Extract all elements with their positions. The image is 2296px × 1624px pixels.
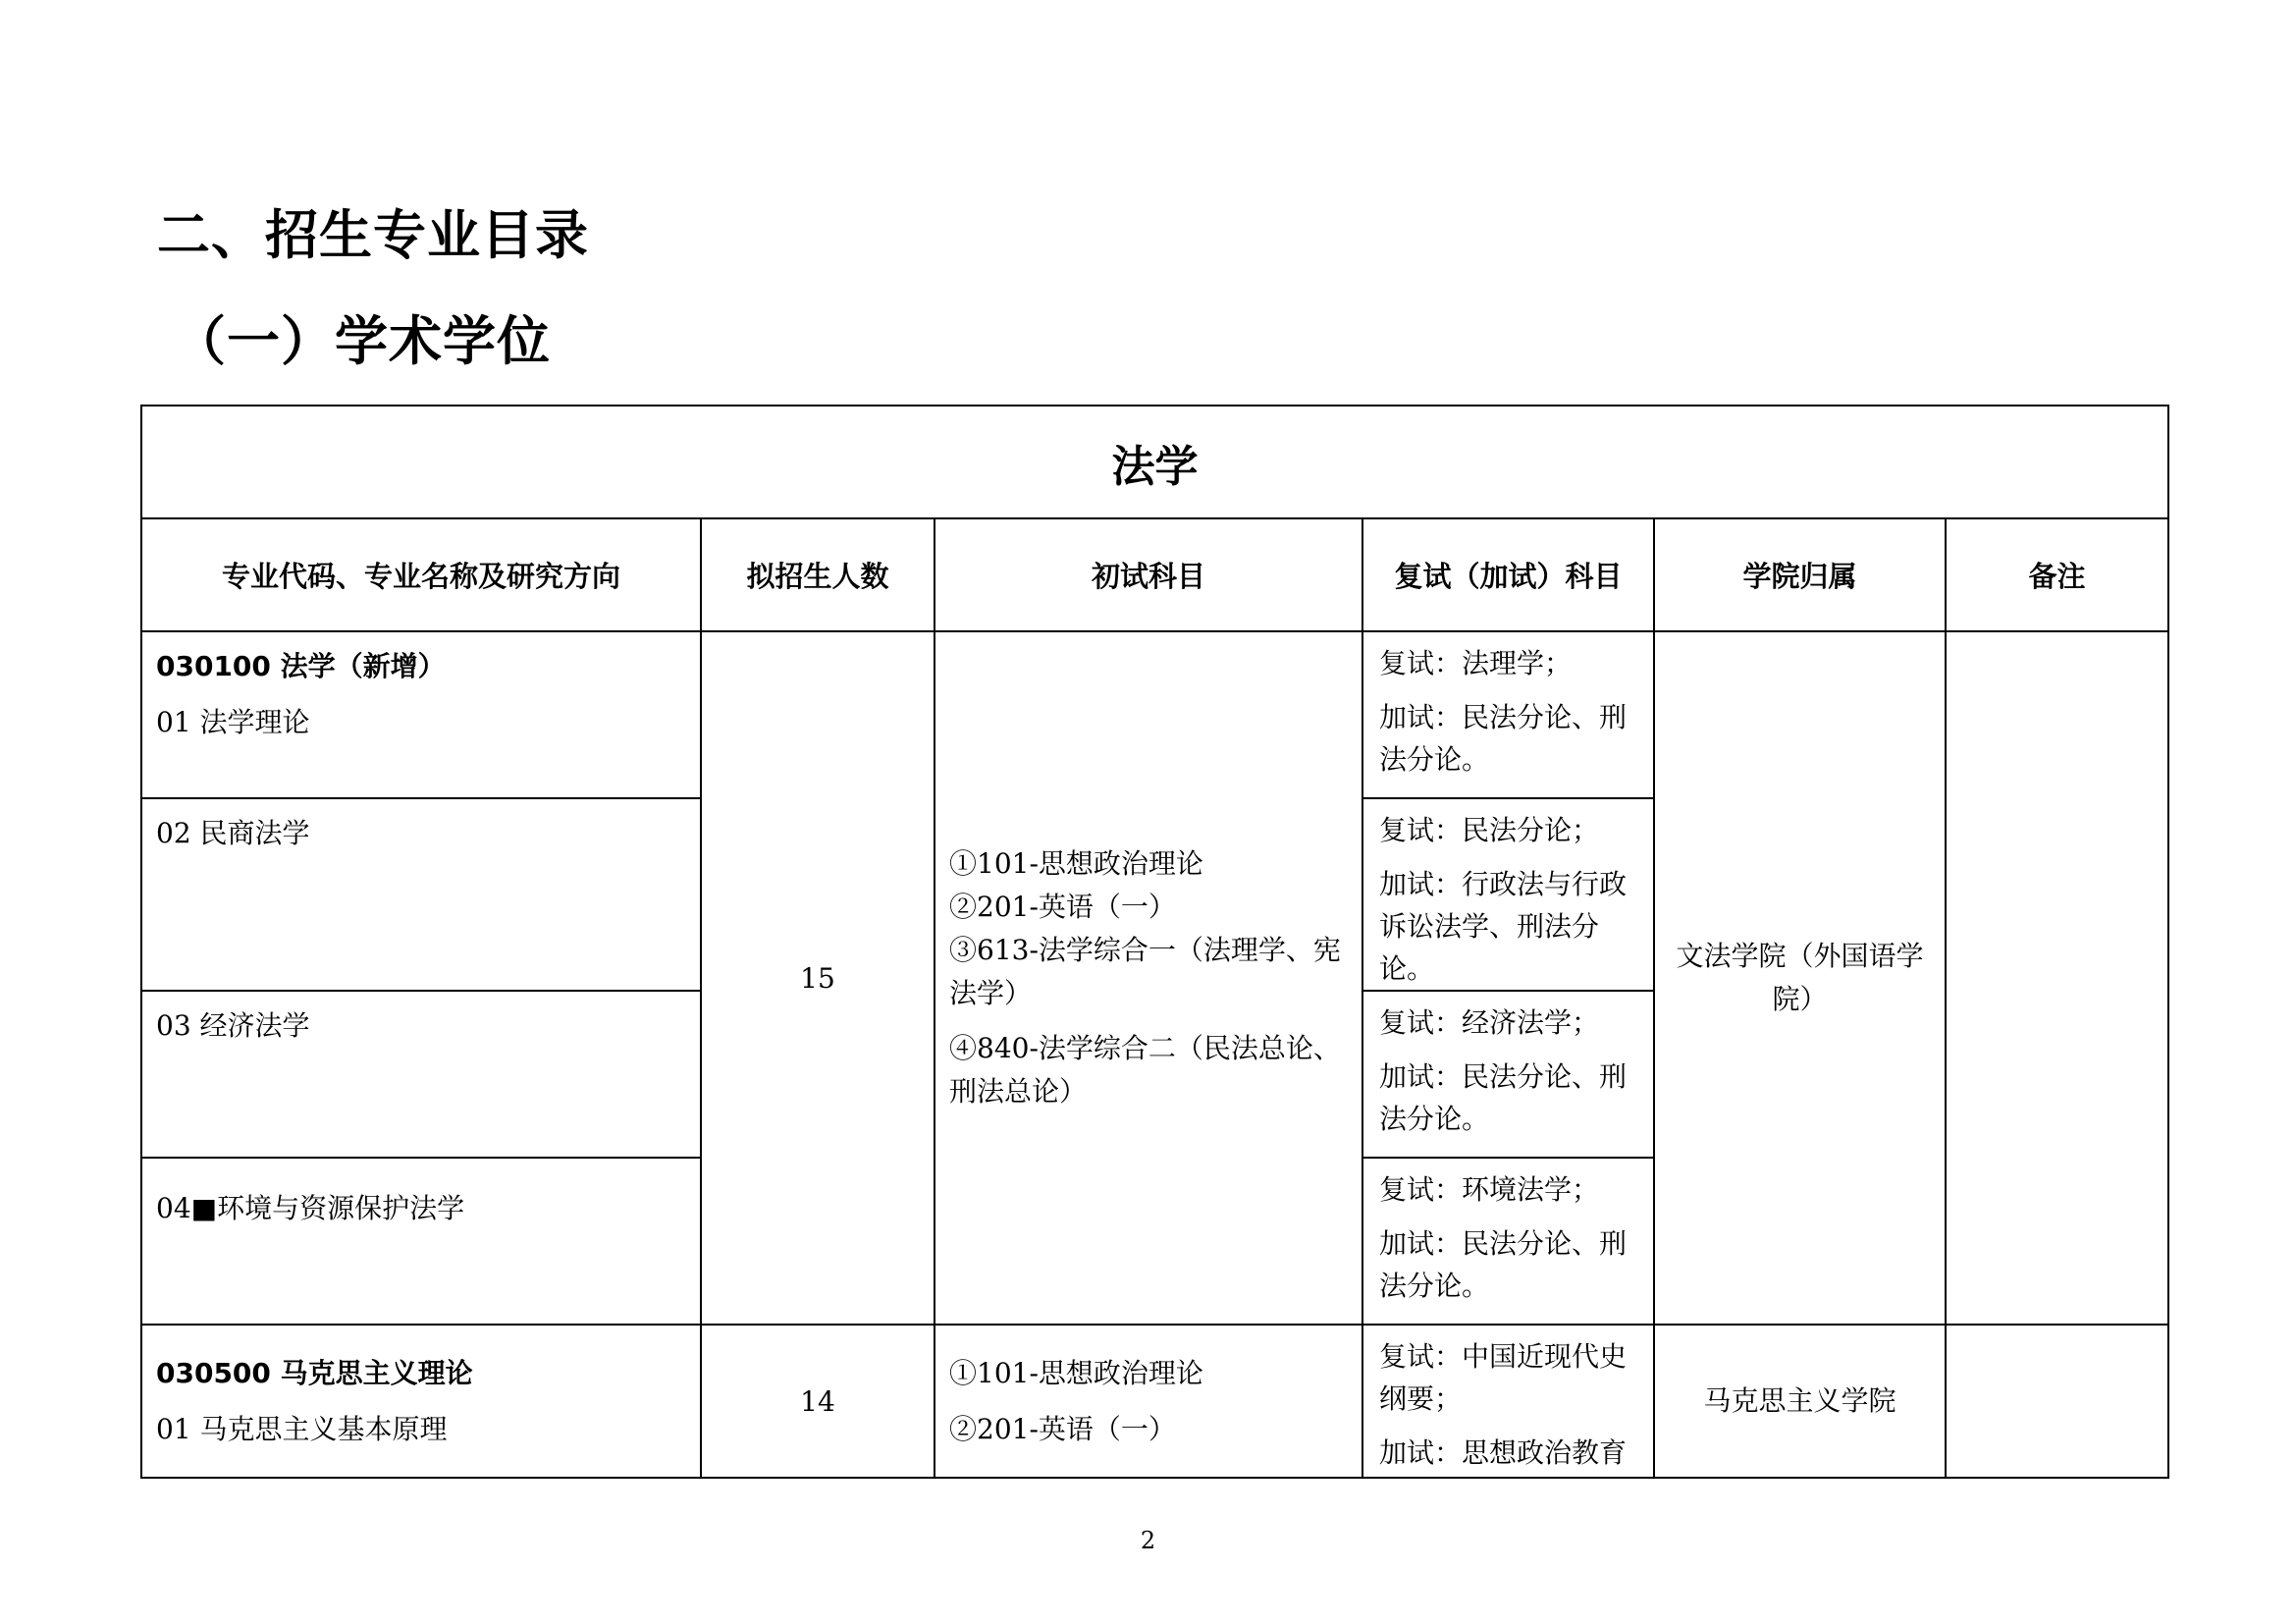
retest-cell bbox=[1362, 1325, 1654, 1478]
extra-subject: 加试：民法分论、刑法分论。 bbox=[1379, 1060, 1628, 1135]
exam-subject: ②201-英语（一） bbox=[949, 891, 1176, 923]
retest-subject: 复试：中国近现代史纲要； bbox=[1379, 1340, 1628, 1415]
retest-subject: 复试：环境法学； bbox=[1379, 1173, 1600, 1206]
table-row bbox=[141, 1325, 2168, 1478]
header-quota: 拟招生人数 bbox=[701, 518, 934, 631]
quota-cell: 14 bbox=[701, 1325, 934, 1478]
program-cell bbox=[141, 798, 701, 991]
section-heading: 二、招生专业目录 bbox=[157, 204, 589, 266]
exam-subject: ④840-法学综合二（民法总论、刑法总论） bbox=[949, 1032, 1341, 1108]
retest-subject: 复试：法理学； bbox=[1379, 647, 1573, 679]
direction-name: 04■环境与资源保护法学 bbox=[156, 1192, 465, 1224]
direction-name: 02 民商法学 bbox=[156, 817, 310, 849]
retest-cell bbox=[1362, 798, 1654, 991]
exam-subject: ①101-思想政治理论 bbox=[949, 847, 1203, 880]
retest-cell bbox=[1362, 991, 1654, 1158]
program-catalog-table bbox=[140, 405, 2169, 1479]
header-program: 专业代码、专业名称及研究方向 bbox=[141, 518, 701, 631]
program-cell bbox=[141, 631, 701, 798]
extra-subject: 加试：民法分论、刑法分论。 bbox=[1379, 1227, 1628, 1302]
note-cell bbox=[1946, 1325, 2168, 1478]
direction-name: 03 经济法学 bbox=[156, 1009, 310, 1042]
header-note: 备注 bbox=[1946, 518, 2168, 631]
program-code-name: 030100 法学（新增） bbox=[156, 650, 446, 682]
retest-subject: 复试：经济法学； bbox=[1379, 1006, 1600, 1039]
exam-subject: ③613-法学综合一（法理学、宪法学） bbox=[949, 934, 1341, 1009]
program-cell bbox=[141, 1158, 701, 1325]
table-row bbox=[141, 631, 2168, 798]
exam-subject: ①101-思想政治理论 bbox=[949, 1357, 1203, 1389]
note-cell bbox=[1946, 631, 2168, 1325]
exam-subject: ②201-英语（一） bbox=[949, 1413, 1176, 1445]
exam-subjects-cell bbox=[934, 1325, 1362, 1478]
header-exam-subjects: 初试科目 bbox=[934, 518, 1362, 631]
college-cell: 文法学院（外国语学院） bbox=[1654, 631, 1946, 1325]
college-cell: 马克思主义学院 bbox=[1654, 1325, 1946, 1478]
extra-subject: 加试：行政法与行政诉讼法学、刑法分论。 bbox=[1379, 868, 1628, 985]
retest-subject: 复试：民法分论； bbox=[1379, 814, 1600, 846]
subsection-heading: （一）学术学位 bbox=[173, 310, 551, 372]
direction-name: 01 马克思主义基本原理 bbox=[156, 1413, 448, 1445]
header-retest-subjects: 复试（加试）科目 bbox=[1362, 518, 1654, 631]
table-title: 法学 bbox=[141, 406, 2168, 518]
retest-cell bbox=[1362, 631, 1654, 798]
header-college: 学院归属 bbox=[1654, 518, 1946, 631]
direction-name: 01 法学理论 bbox=[156, 706, 310, 738]
retest-cell bbox=[1362, 1158, 1654, 1325]
extra-subject: 加试：民法分论、刑法分论。 bbox=[1379, 701, 1628, 776]
exam-subjects-cell bbox=[934, 631, 1362, 1325]
extra-subject: 加试：思想政治教育 bbox=[1379, 1436, 1628, 1469]
program-cell bbox=[141, 1325, 701, 1478]
program-code-name: 030500 马克思主义理论 bbox=[156, 1357, 473, 1389]
page-number: 2 bbox=[1140, 1527, 1156, 1554]
quota-cell: 15 bbox=[701, 631, 934, 1325]
program-cell bbox=[141, 991, 701, 1158]
